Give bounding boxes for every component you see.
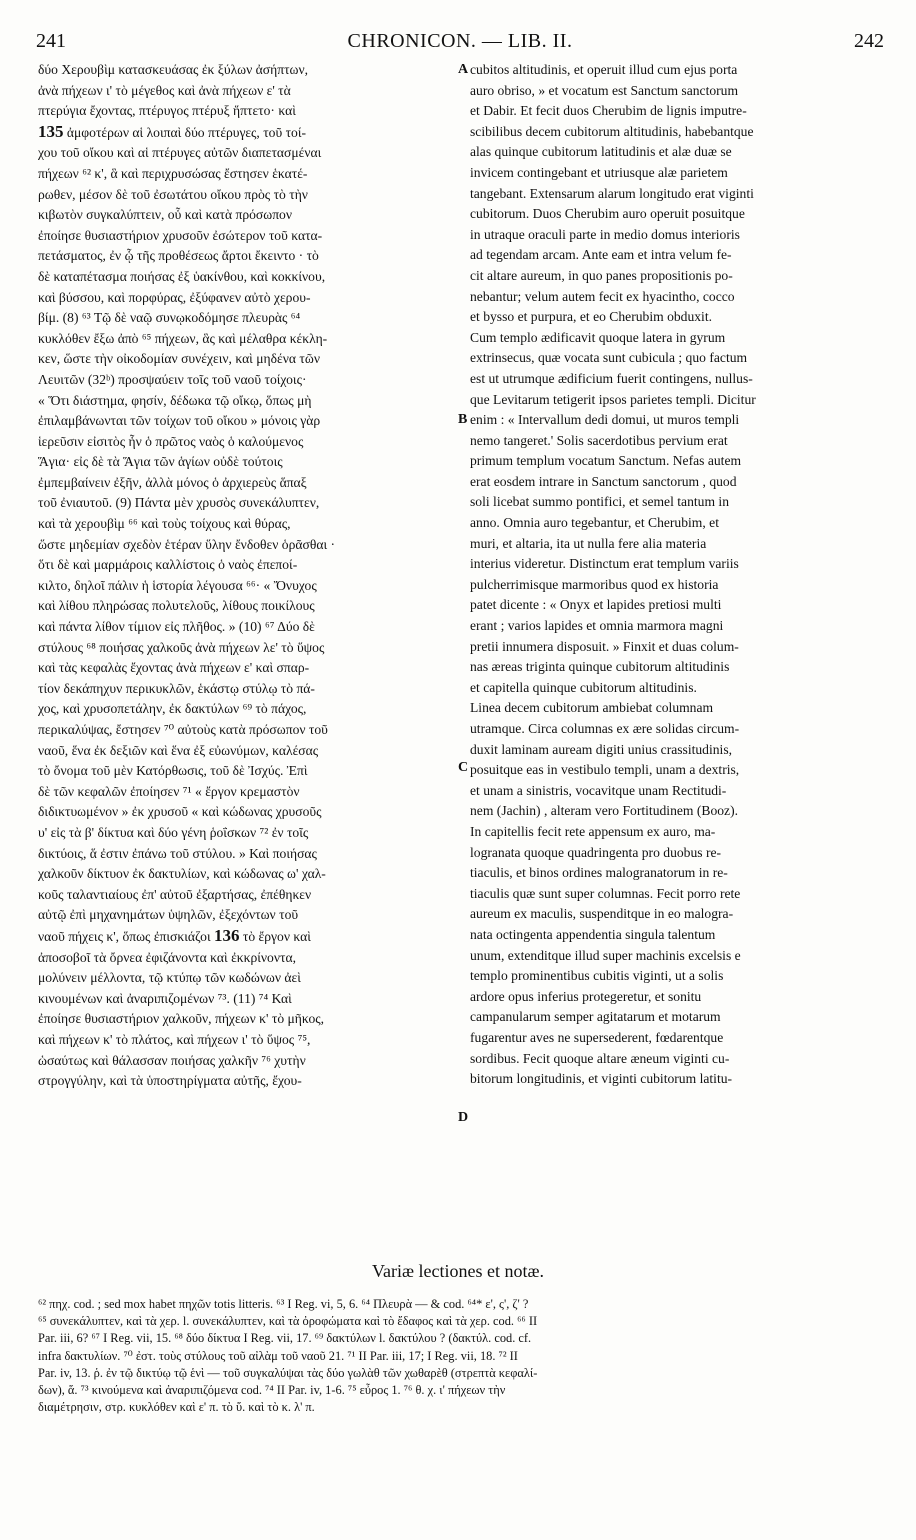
text-line: κιβωτὸν συγκαλύπτειν, οὗ καὶ κατὰ πρόσωπον <box>38 207 292 223</box>
greek-text-column <box>38 60 458 1092</box>
notes-heading: Variæ lectiones et notæ. <box>372 1261 544 1281</box>
text-line: δύο Χερουβὶμ κατασκευάσας ἐκ ξύλων ἀσήπτων, <box>38 62 309 77</box>
text-line: sordibus. Fecit quoque altare æneum viginti cu- <box>470 1050 730 1066</box>
text-line: duxit laminam auream digiti unius crassitudinis, <box>470 741 733 757</box>
text-line: soli licebat summo pontifici, et semel tantum in <box>470 494 729 510</box>
text-line: anno. Omnia auro tegebantur, et Cherubim, et <box>470 515 719 531</box>
text-line: ρωθεν, μέσον δὲ τοῦ ἐσωτάτου οἴκου πρὸς τὸ τὴν <box>38 186 308 202</box>
text-line: ὡσαύτως καὶ θάλασσαν ποιήσας χαλκῆν ⁷⁶ χυτὴν <box>38 1052 306 1068</box>
text-line: ἀνὰ πήχεων ι' τὸ μέγεθος καὶ ἀνὰ πήχεων ε' τὰ <box>38 82 291 98</box>
section-marker-d: D <box>458 1110 469 1125</box>
text-line: τίον δεκάπηχυν περικυκλῶν, ἑκάστῳ στύλῳ τὸ πά- <box>38 680 315 696</box>
section-marker-b: B <box>458 412 468 427</box>
text-line: ναοῦ πήχεις κ', ὅπως ἐπισκιάζοι 136 τὸ ἔργον καὶ <box>38 925 311 945</box>
text-line: ἐποίησε θυσιαστήριον χαλκοῦν, πήχεων κ' τὸ μῆκος, <box>38 1011 325 1027</box>
variant-notes <box>38 1296 882 1416</box>
text-line: χου τοῦ οἴκου καὶ αἱ πτέρυγες αὐτῶν διαπετασμέναι <box>38 145 322 161</box>
text-line: cubitos altitudinis, et operuit illud cum ejus porta <box>470 62 738 77</box>
text-line: in utraque oraculi parte in medio domus interioris <box>470 226 740 242</box>
text-line: ardore opus inferius protegeretur, et sonitu <box>470 988 702 1004</box>
text-line: interius videretur. Distinctum erat templum variis <box>470 556 739 572</box>
note-line: infra δακτυλίων. ⁷⁰ ἐστ. τοὺς στύλους τοῦ αἰλὰμ τοῦ ναοῦ 21. ⁷¹ II Par. iii, 17; I Reg. vii, 18. ⁷² II <box>38 1348 518 1363</box>
text-line: 135 ἀμφοτέρων αἱ λοιπαὶ δύο πτέρυγες, τοῦ τοί- <box>38 121 307 141</box>
text-line: unum, extenditque illud super machinis excelsis e <box>470 947 741 963</box>
text-line: extrinsecus, quæ vocata sunt cubicula ; quo factum <box>470 350 748 366</box>
text-line: logranata quoque quadringenta pro duobus re- <box>470 844 722 860</box>
latin-text-column <box>470 60 882 1090</box>
text-line: scibilibus decem cubitorum altitudinis, habebantque <box>470 123 754 139</box>
text-line: pretii innumera disposuit. » Finxit et duas colum- <box>470 638 739 654</box>
text-line: nebantur; velum autem fecit ex hyacintho, cocco <box>470 288 735 304</box>
note-line: Par. iii, 6? ⁶⁷ I Reg. vii, 15. ⁶⁸ δύο δίκτυα I Reg. vii, 17. ⁶⁹ δακτύλων l. δακτύλου ? (δακτύλ. cod. cf. <box>38 1331 532 1346</box>
text-line: δὲ τῶν κεφαλῶν ἐποίησεν ⁷¹ « ἔργον κρεμαστὸν <box>38 783 300 799</box>
text-line: πήχεων ⁶² κ', ἃ καὶ περιχρυσώσας ἔστησεν ἑκατέ- <box>38 165 308 181</box>
text-line: στρογγύλην, καὶ τὰ ὑποστηρίγματα αὐτῆς, ἔχου- <box>38 1073 302 1089</box>
text-line: στύλους ⁶⁸ ποιήσας χαλκοῦς ἀνὰ πήχεων λε' τὸ ὕψος <box>38 639 325 655</box>
text-line: τὸ ὄνομα τοῦ μὲν Κατόρθωσις, τοῦ δὲ Ἰσχύς. Ἐπὶ <box>38 763 308 779</box>
text-line: alas quinque cubitorum latitudinis et alæ duæ se <box>470 144 732 160</box>
text-line: ἐπιλαμβάνωνται τῶν τοίχων τοῦ οἴκου » μόνοις γὰρ <box>38 413 321 429</box>
text-line: βίμ. (8) ⁶³ Τῷ δὲ ναῷ συνῳκοδόμησε πλευρὰς ⁶⁴ <box>38 310 301 326</box>
text-line: διδικτυωμένον » ἐκ χρυσοῦ « καὶ κώδωνας χρυσοῦς <box>38 804 322 820</box>
text-line: nemo tangeret.' Solis sacerdotibus pervium erat <box>470 432 728 448</box>
text-line: et unam a sinistris, vocavitque unam Rectitudi- <box>470 782 727 798</box>
text-line: περικαλύψας, ἔστησεν ⁷⁰ αὐτοὺς κατὰ πρόσωπον τοῦ <box>38 722 328 737</box>
text-line: et capitella quinque cubitorum altitudinis. <box>470 679 697 695</box>
text-line: χαλκοῦν δίκτυον ἐκ δακτυλίων, καὶ κώδωνας ω' χαλ- <box>38 866 326 882</box>
text-line: et bysso et purpura, et eo Cherubim obduxit. <box>470 309 712 325</box>
text-line: πτερύγια ἔχοντας, πτέρυγος πτέρυξ ἥπτετο· καὶ <box>38 103 296 119</box>
text-line: καὶ πάντα λίθον τίμιον εἰς πλῆθος. » (10) ⁶⁷ Δύο δὲ <box>38 619 315 635</box>
text-line: ναοῦ, ἕνα ἐκ δεξιῶν καὶ ἕνα ἐξ εὐωνύμων, καλέσας <box>38 742 319 758</box>
text-line: utramque. Circa columnas ex ære solidas circum- <box>470 721 740 736</box>
text-line: κοῦς ταλαντιαίους ἐπ' αὐτοῦ ἐξαρτήσας, ἐπέθηκεν <box>38 886 312 902</box>
text-line: invicem contingebant et utriusque alæ parietem <box>470 164 728 180</box>
text-line: fugarentur aves ne supersederent, fœdarentque <box>470 1029 724 1045</box>
text-line: cit altare aureum, in quo panes propositionis po- <box>470 267 733 283</box>
note-line: δων), ἅ. ⁷³ κινούμενα καὶ ἀναριπιζόμενα cod. ⁷⁴ II Par. iv, 1-6. ⁷⁵ εὖρος 1. ⁷⁶ θ. χ. ι' πήχεων τὴν <box>38 1383 506 1398</box>
note-line: ⁶⁵ συνεκάλυπτεν, καὶ τὰ χερ. l. συνεκάλυπτεν, καὶ τὰ ὀροφώματα καὶ τὸ ἔδαφος καὶ τὰ χερ. cod. ⁶⁶ II <box>38 1314 538 1329</box>
text-line: posuitque eas in vestibulo templi, unam a dextris, <box>470 762 740 778</box>
text-line: est ut utrumque ædificium fuerit contingens, nullus- <box>470 370 753 386</box>
text-line: ὅτι δὲ καὶ μαρμάροις καλλίστοις ὁ ναὸς ἐπεποί- <box>38 557 298 573</box>
text-line: tiaculis quæ sunt super columnas. Fecit porro rete <box>470 885 741 901</box>
text-line: καὶ τὰς κεφαλὰς ἔχοντας ἀνὰ πήχεων ε' καὶ σπαρ- <box>38 660 310 676</box>
text-line: primum templum vocatum Sanctum. Nefas autem <box>470 453 742 469</box>
text-line: δικτύοις, ἅ ἐστιν ἐπάνω τοῦ στύλου. » Καὶ ποιήσας <box>38 845 317 861</box>
text-line: cubitorum. Duos Cherubim auro operuit posuitque <box>470 206 745 222</box>
text-line: enim : « Intervallum dedi domui, ut muros templi <box>470 412 740 428</box>
text-line: templo prominentibus cubitis viginti, ut a solis <box>470 968 724 984</box>
text-line: δὲ καταπέτασμα ποιήσας ἐξ ὑακίνθου, καὶ κοκκίνου, <box>38 268 326 284</box>
text-line: ὥστε μηδεμίαν σχεδὸν ἑτέραν ὕλην ἔνδοθεν ὁρᾶσθαι · <box>38 536 336 552</box>
text-line: ad tegendam arcam. Ante eam et intra velum fe- <box>470 247 732 263</box>
text-line: κυκλόθεν ἔξω ἀπὸ ⁶⁵ πήχεων, ἃς καὶ μέλαθρα κέκλη- <box>38 330 328 346</box>
text-line: erant ; varios lapides et omnia marmora magni <box>470 618 724 634</box>
text-line: αὐτῷ ἐπὶ μηχανημάτων ὑψηλῶν, ἐξεχόντων τοῦ <box>38 907 299 923</box>
text-line: nem (Jachin) , alteram vero Fortitudinem (Booz). <box>470 803 739 819</box>
text-line: tangebant. Extensarum alarum longitudo erat viginti <box>470 185 754 201</box>
text-line: pulcherrimisque marmoribus quod ex historia <box>470 576 719 592</box>
text-line: bitorum longitudinis, et viginti cubitorum latitu- <box>470 1071 733 1087</box>
text-line: nata octingenta appendentia singula talentum <box>470 926 716 942</box>
text-line: muri, et altaria, ita ut nulla fere alia materia <box>470 535 707 551</box>
text-line: καὶ τὰ χερουβὶμ ⁶⁶ καὶ τοὺς τοίχους καὶ θύρας, <box>38 516 291 532</box>
note-line: διαμέτρησιν, στρ. κυκλόθεν καὶ ε' π. τὸ ὕ. καὶ τὸ κ. λ' π. <box>38 1400 315 1415</box>
text-line: Cum templo ædificavit quoque latera in gyrum <box>470 329 726 345</box>
column-number: 136 <box>214 925 240 945</box>
text-line: tiaculis, et binos ordines malogranatorum in re- <box>470 865 728 881</box>
text-line: In capitellis fecit rete appensum ex auro, ma- <box>470 823 716 839</box>
text-line: erat eosdem intrare in Sanctum sanctorum , quod <box>470 473 737 489</box>
text-line: auro obriso, » et vocatum est Sanctum sanctorum <box>470 82 739 98</box>
text-line: que Levitarum tetigerit ipsos parietes templi. Dicitur <box>470 391 756 407</box>
column-number: 135 <box>38 121 64 141</box>
text-line: et Dabir. Et fecit duos Cherubim de lignis imputre- <box>470 103 747 119</box>
page-number-left: 241 <box>36 30 66 52</box>
section-marker-a: A <box>458 62 469 77</box>
text-line: patet dicente : « Onyx et lapides pretiosi multi <box>470 597 722 613</box>
text-line: κιλτο, δηλοῖ πάλιν ἡ ἱστορία λέγουσα ⁶⁶· « Ὄνυχος <box>38 577 317 593</box>
text-line: ἐποίησε θυσιαστήριον χρυσοῦν ἐσώτερον τοῦ κατα- <box>38 227 323 243</box>
text-line: κεν, ὥστε τὴν οἰκοδομίαν συνέχειν, καὶ μηδένα τῶν <box>38 351 320 367</box>
text-line: campanularum semper agitatarum et motarum <box>470 1009 721 1025</box>
text-line: καὶ λίθου πληρώσας πολυτελοῦς, λίθους ποικίλους <box>38 598 315 614</box>
text-line: Λευιτῶν (32ᵇ) προσψαύειν τοῖς τοῦ ναοῦ τοίχοις· <box>38 371 307 387</box>
note-line: ⁶² πηχ. cod. ; sed mox habet πηχῶν totis litteris. ⁶³ I Reg. vi, 5, 6. ⁶⁴ Πλευρὰ — & cod. ⁶⁴* ε', ς', ζ' ? <box>38 1297 529 1311</box>
text-line: καὶ πήχεων κ' τὸ πλάτος, καὶ πήχεων ι' τὸ ὕψος ⁷⁵, <box>38 1031 311 1047</box>
text-line: πετάσματος, ἐν ᾧ τῆς προθέσεως ἄρτοι ἔκειντο · τὸ <box>38 248 319 264</box>
text-line: καὶ βύσσου, καὶ πορφύρας, ἐξύφανεν αὐτὸ χερου- <box>38 289 311 305</box>
text-line: κινουμένων καὶ ἀναριπιζομένων ⁷³. (11) ⁷⁴ Καὶ <box>38 990 292 1006</box>
text-line: χος, καὶ χρυσοπετάλην, ἐκ δακτύλων ⁶⁹ τὸ πάχος, <box>38 701 307 717</box>
page-header <box>36 30 884 56</box>
note-line: Par. iv, 13. ῥ. ἐν τῷ δικτύῳ τῷ ἑνὶ — τοῦ συγκαλύψαι τὰς δύο γωλὰθ τῶν χωθαρὲθ (στρεπτὰ κεφαλί- <box>38 1365 538 1380</box>
running-title: CHRONICON. — LIB. II. <box>347 30 573 52</box>
text-line: « Ὅτι διάστημα, φησίν, δέδωκα τῷ οἴκῳ, ὅπως μὴ <box>38 392 312 408</box>
text-line: ἱερεῦσιν εἰσιτὸς ἦν ὁ πρῶτος ναὸς ὁ καλούμενος <box>38 433 304 449</box>
section-marker-c: C <box>458 760 469 775</box>
text-line: ἐμπεμβαίνειν ἐξῆν, ἀλλὰ μόνος ὁ ἀρχιερεὺς ἅπαξ <box>38 474 307 490</box>
text-line: aureum ex maculis, suspenditque in eo malogra- <box>470 906 734 922</box>
text-line: ἀποσοβοῖ τὰ ὄρνεα ἐφιζάνοντα καὶ ἐκκρίνοντα, <box>38 949 296 965</box>
text-line: υ' εἰς τὰ β' δίκτυα καὶ δύο γένη ῥοΐσκων ⁷² ἐν τοῖς <box>38 824 309 840</box>
text-line: μολύνειν μέλλοντα, τῷ κτύπῳ τῶν κωδώνων ἀεὶ <box>38 970 301 986</box>
text-line: Ἅγια· εἰς δὲ τὰ Ἅγια τῶν ἁγίων οὐδὲ τούτοις <box>38 454 283 470</box>
page-number-right: 242 <box>854 30 884 52</box>
text-line: Linea decem cubitorum ambiebat columnam <box>470 700 714 716</box>
text-line: nas æreas triginta quinque cubitorum altitudinis <box>470 659 730 675</box>
text-line: τοῦ ἐνιαυτοῦ. (9) Πάντα μὲν χρυσὸς συνεκάλυπτεν, <box>38 495 320 511</box>
